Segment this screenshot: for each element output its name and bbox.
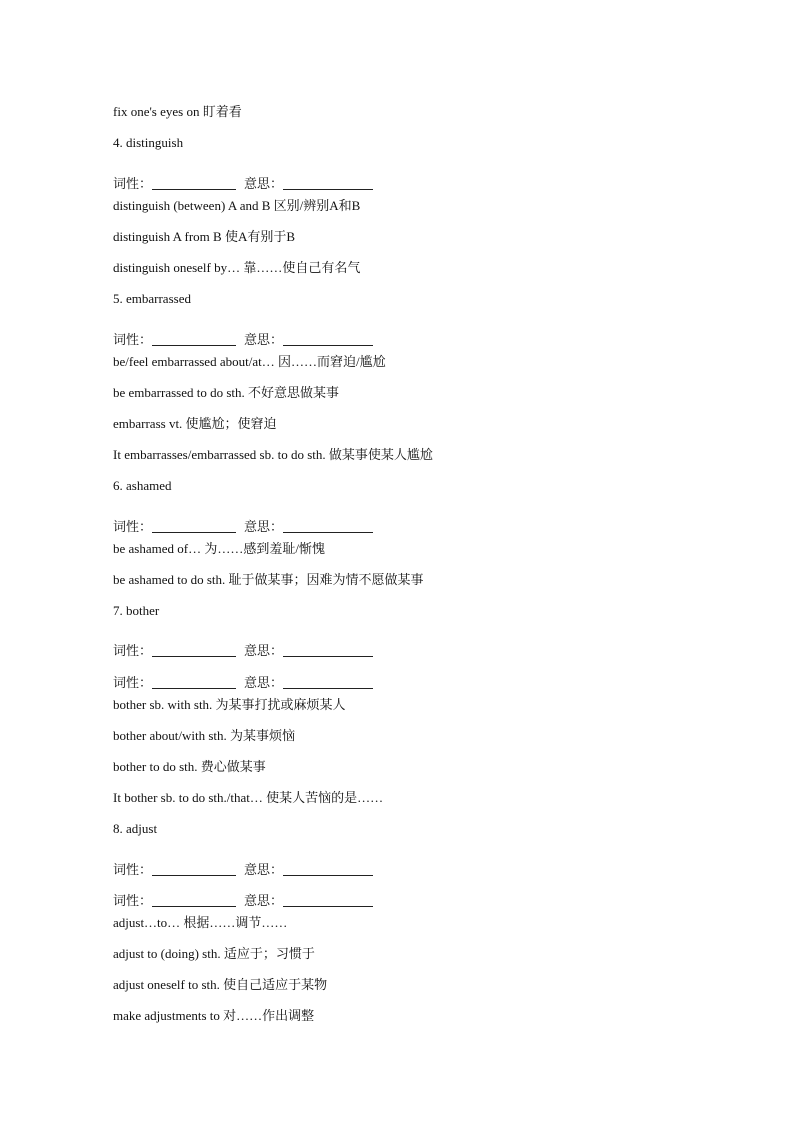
meaning-label: 意思： <box>244 175 284 191</box>
text-line: It bother sb. to do sth./that… 使某人苦恼的是…… <box>113 790 384 806</box>
text-line: distinguish (between) A and B 区别/辨别A和B <box>113 197 361 213</box>
part-of-speech-blank[interactable] <box>152 329 236 346</box>
worksheet-body <box>113 101 713 1037</box>
part-of-speech-label: 词性： <box>113 331 153 347</box>
part-of-speech-label: 词性： <box>113 518 153 534</box>
meaning-blank[interactable] <box>283 516 373 533</box>
text-line: bother sb. with sth. 为某事打扰或麻烦某人 <box>113 696 346 712</box>
text-line: 8. adjust <box>113 821 158 837</box>
text-line: It embarrasses/embarrassed sb. to do sth. 做某事使某人尴尬 <box>113 447 433 463</box>
text-line: fix one's eyes on 盯着看 <box>113 104 242 119</box>
meaning-blank[interactable] <box>283 672 373 689</box>
text-line: be embarrassed to do sth. 不好意思做某事 <box>113 384 340 400</box>
part-of-speech-blank[interactable] <box>152 173 236 190</box>
fill-in-row <box>113 631 713 662</box>
text-line: distinguish oneself by… 靠……使自己有名气 <box>113 259 361 275</box>
fill-in-row <box>113 850 713 881</box>
meaning-blank[interactable] <box>283 859 373 876</box>
text-line: distinguish A from B 使A有别于B <box>113 228 296 244</box>
text-line: 6. ashamed <box>113 478 172 494</box>
part-of-speech-blank[interactable] <box>152 640 236 657</box>
meaning-blank[interactable] <box>283 173 373 190</box>
text-line: be ashamed to do sth. 耻于做某事；因难为情不愿做某事 <box>113 571 424 587</box>
text-line: make adjustments to 对……作出调整 <box>113 1008 315 1024</box>
meaning-label: 意思： <box>244 331 284 347</box>
part-of-speech-label: 词性： <box>113 643 153 659</box>
text-line: 5. embarrassed <box>113 291 191 307</box>
text-line: be ashamed of… 为……感到羞耻/惭愧 <box>113 540 325 556</box>
text-line: bother about/with sth. 为某事烦恼 <box>113 727 295 743</box>
meaning-label: 意思： <box>244 518 284 534</box>
text-line: 4. distinguish <box>113 135 184 151</box>
fill-in-row <box>113 662 713 693</box>
part-of-speech-label: 词性： <box>113 674 153 690</box>
meaning-label: 意思： <box>244 674 284 690</box>
text-line: adjust…to… 根据……调节…… <box>113 914 288 930</box>
text-line: be/feel embarrassed about/at… 因……而窘迫/尴尬 <box>113 353 386 369</box>
meaning-blank[interactable] <box>283 890 373 907</box>
part-of-speech-blank[interactable] <box>152 859 236 876</box>
fill-in-row <box>113 319 713 350</box>
fill-in-row <box>113 881 713 912</box>
meaning-blank[interactable] <box>283 640 373 657</box>
meaning-label: 意思： <box>244 892 284 908</box>
text-line: adjust oneself to sth. 使自己适应于某物 <box>113 977 328 993</box>
part-of-speech-blank[interactable] <box>152 890 236 907</box>
text-line: adjust to (doing) sth. 适应于；习惯于 <box>113 946 315 962</box>
meaning-blank[interactable] <box>283 329 373 346</box>
text-line: embarrass vt. 使尴尬；使窘迫 <box>113 415 277 431</box>
part-of-speech-blank[interactable] <box>152 516 236 533</box>
meaning-label: 意思： <box>244 861 284 877</box>
fill-in-row <box>113 163 713 194</box>
part-of-speech-label: 词性： <box>113 861 153 877</box>
fill-in-row <box>113 506 713 537</box>
part-of-speech-label: 词性： <box>113 892 153 908</box>
text-line: 7. bother <box>113 603 160 618</box>
text-line: bother to do sth. 费心做某事 <box>113 758 266 774</box>
part-of-speech-blank[interactable] <box>152 672 236 689</box>
part-of-speech-label: 词性： <box>113 175 153 191</box>
meaning-label: 意思： <box>244 643 284 659</box>
